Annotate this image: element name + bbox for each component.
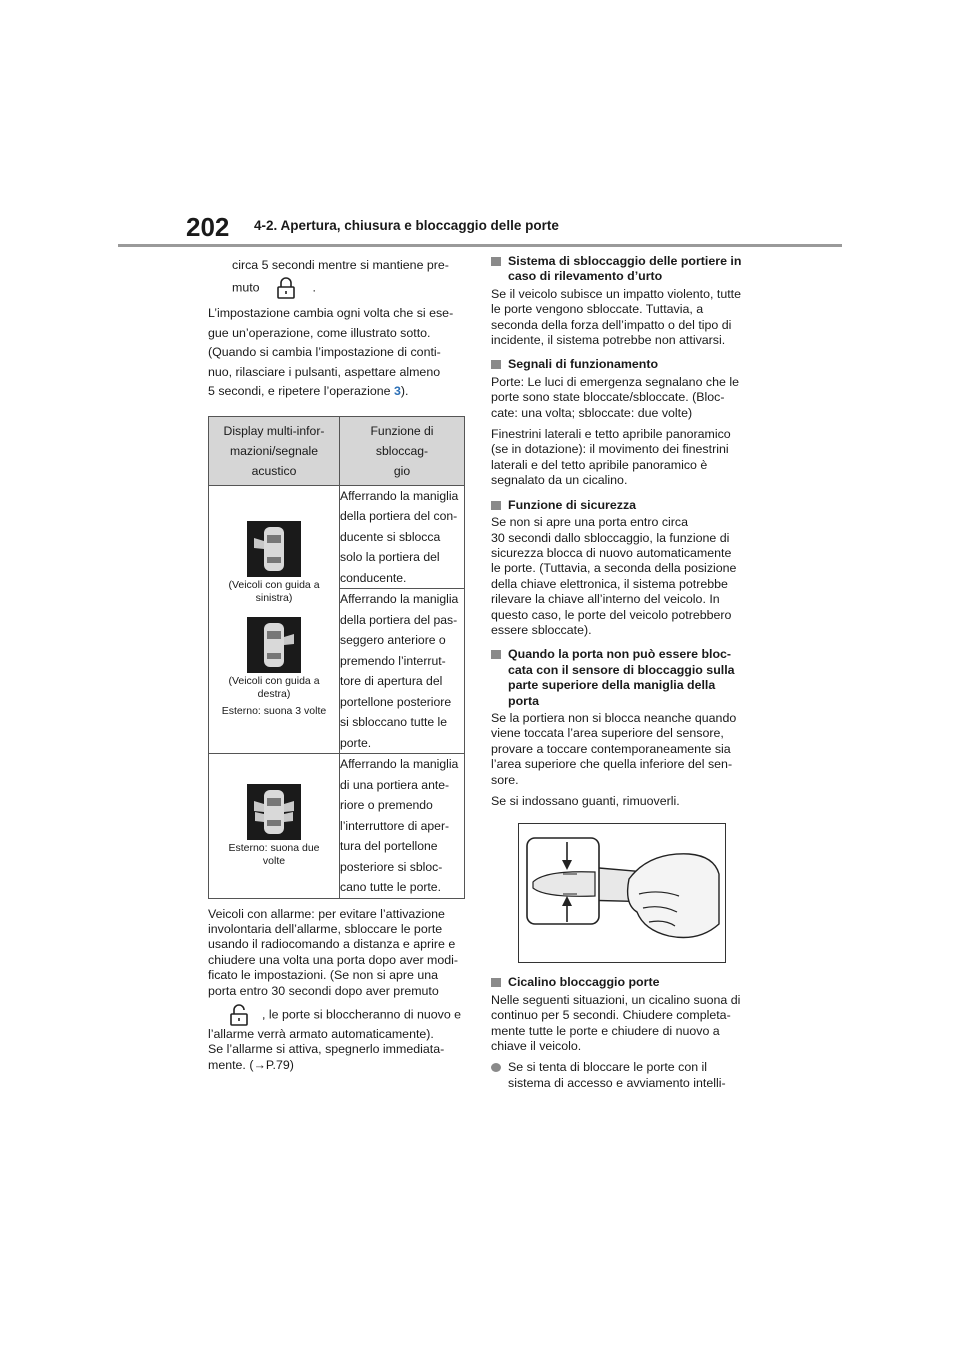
lock-sensor-text-2: Se si indossano guanti, rimuoverli. bbox=[491, 794, 680, 808]
section-title: 4-2. Apertura, chiusura e bloccaggio delle porte bbox=[254, 218, 559, 233]
door-handle-illustration bbox=[519, 824, 725, 962]
header-rule bbox=[118, 244, 842, 247]
lock-buzzer-text: Nelle seguenti situazioni, un cicalino suona di continuo per 5 secondi. Chiudere completa- mente tutte le porte e chiudere di nuovo a chiave il veicolo. bbox=[491, 992, 741, 1054]
table-cell-all-unlock: Afferrando la maniglia di una portiera ante- riore o premendo l’interruttore di aper- tura del portellone posteriore si sbloc- cano tutte le porte. bbox=[340, 754, 465, 899]
table-cell-display-2 bbox=[209, 754, 340, 899]
operation-signals-text-2: Finestrini laterali e tetto apribile panoramico (se in dotazione): il movimento dei finestrini laterali e del tetto apribile panoramico è segnalato da un cicalino. bbox=[491, 427, 731, 488]
square-bullet-icon bbox=[491, 978, 501, 987]
caption-beeps-3: Esterno: suona 3 volte bbox=[221, 704, 327, 717]
square-bullet-icon bbox=[491, 501, 501, 510]
right-column bbox=[491, 254, 753, 1091]
car-doors-icon bbox=[247, 521, 301, 577]
round-bullet-icon bbox=[491, 1063, 501, 1072]
crash-unlock-text: Se il veicolo subisce un impatto violento, tutte le porte vengono sbloccate. Tuttavia, a seconda della forza dell’impatto o del tipo di incidente, il sistema potrebbe non attivarsi. bbox=[491, 286, 742, 348]
table-header-function: Funzione di sbloccag- gio bbox=[340, 416, 465, 485]
table-cell-driver-unlock: Afferrando la maniglia della portiera del con- ducente si sblocca solo la portiera del conducente. bbox=[340, 485, 465, 589]
page-number: 202 bbox=[186, 212, 230, 242]
caption-lhd: (Veicoli con guida a sinistra) bbox=[228, 578, 320, 604]
step-line-2: muto bbox=[232, 280, 260, 295]
left-column bbox=[208, 254, 470, 1073]
caption-beeps-2: Esterno: suona due volte bbox=[228, 841, 320, 867]
page-ref-arrow: → bbox=[253, 1057, 266, 1072]
step-ref: 3 bbox=[393, 384, 401, 398]
car-doors-icon bbox=[247, 784, 301, 840]
caption-rhd: (Veicoli con guida a destra) bbox=[228, 674, 320, 700]
square-bullet-icon bbox=[491, 650, 501, 659]
heading-lock-sensor: Quando la porta non può essere bloc- cata con il sensore di bloccaggio sulla parte superiore della maniglia della porta bbox=[491, 647, 753, 709]
intro-paragraph: L’impostazione cambia ogni volta che si ese- gue un’operazione, come illustrato sotto. (Quando si cambia l’impostazione di conti- nuo, rilasciare i pulsanti, aspettare almeno 5 secondi, e ripetere l’operazione 3). bbox=[208, 306, 454, 398]
lock-sensor-text-1: Se la portiera non si blocca neanche quando viene toccata l’area superiore del sensore, provare a toccare contemporaneamente sia l’area superiore che quella inferiore del sen- sore. bbox=[491, 710, 737, 787]
buzzer-condition-item: Se si tenta di bloccare le porte con il sistema di accesso e avviamento intelli- bbox=[491, 1060, 753, 1091]
alarm-paragraph-cont: , le porte si bloccheranno di nuovo e l’allarme verrà armato automaticamente). Se l’allarme si attiva, spegnerlo immediata- mente. (→P.79) bbox=[208, 1003, 470, 1073]
table-cell-display-1 bbox=[209, 485, 340, 754]
step-line-1: circa 5 secondi mentre si mantiene pre- bbox=[232, 258, 449, 272]
table-header-display: Display multi-infor- mazioni/segnale acustico bbox=[209, 416, 340, 485]
operation-signals-text-1: Porte: Le luci di emergenza segnalano che le porte sono state bloccate/sbloccate. (Bloc- cate: una volta; sbloccate: due volte) bbox=[491, 374, 739, 420]
car-doors-icon bbox=[247, 617, 301, 673]
page-ref: P.79) bbox=[265, 1057, 294, 1072]
table-cell-passenger-unlock: Afferrando la maniglia della portiera del pas- seggero anteriore o premendo l’interrut- tore di apertura del portellone posteriore si sbloccano tutte le porte. bbox=[340, 589, 465, 754]
lock-icon bbox=[273, 276, 299, 300]
unlock-icon bbox=[226, 1003, 252, 1027]
step-text bbox=[208, 254, 470, 300]
heading-operation-signals: Segnali di funzionamento bbox=[491, 357, 753, 372]
heading-crash-unlock: Sistema di sbloccaggio delle portiere in caso di rilevamento d’urto bbox=[491, 254, 753, 285]
step-line-2-end: . bbox=[312, 280, 316, 295]
square-bullet-icon bbox=[491, 360, 501, 369]
page-header bbox=[0, 0, 960, 250]
door-handle-figure bbox=[518, 823, 726, 963]
heading-lock-buzzer: Cicalino bloccaggio porte bbox=[491, 975, 753, 990]
heading-security-feature: Funzione di sicurezza bbox=[491, 498, 753, 513]
unlock-settings-table bbox=[208, 416, 465, 899]
security-feature-text: Se non si apre una porta entro circa 30 secondi dallo sbloccaggio, la funzione di sicurezza blocca di nuovo automaticamente le porte. (Tuttavia, a seconda della posizione della chiave elettronica, il sistema potrebbe rilevare la chiave all’interno del veicolo. In questo caso, le porte del veicolo potrebbero essere sbloccate). bbox=[491, 515, 737, 637]
alarm-paragraph: Veicoli con allarme: per evitare l’attivazione involontaria dell’allarme, sbloccare le porte usando il radiocomando a distanza e aprire e chiudere una volta una porta dopo aver modi- ficato le impostazioni. (Se non si apre una porta entro 30 secondi dopo aver premuto bbox=[208, 906, 459, 998]
square-bullet-icon bbox=[491, 257, 501, 266]
